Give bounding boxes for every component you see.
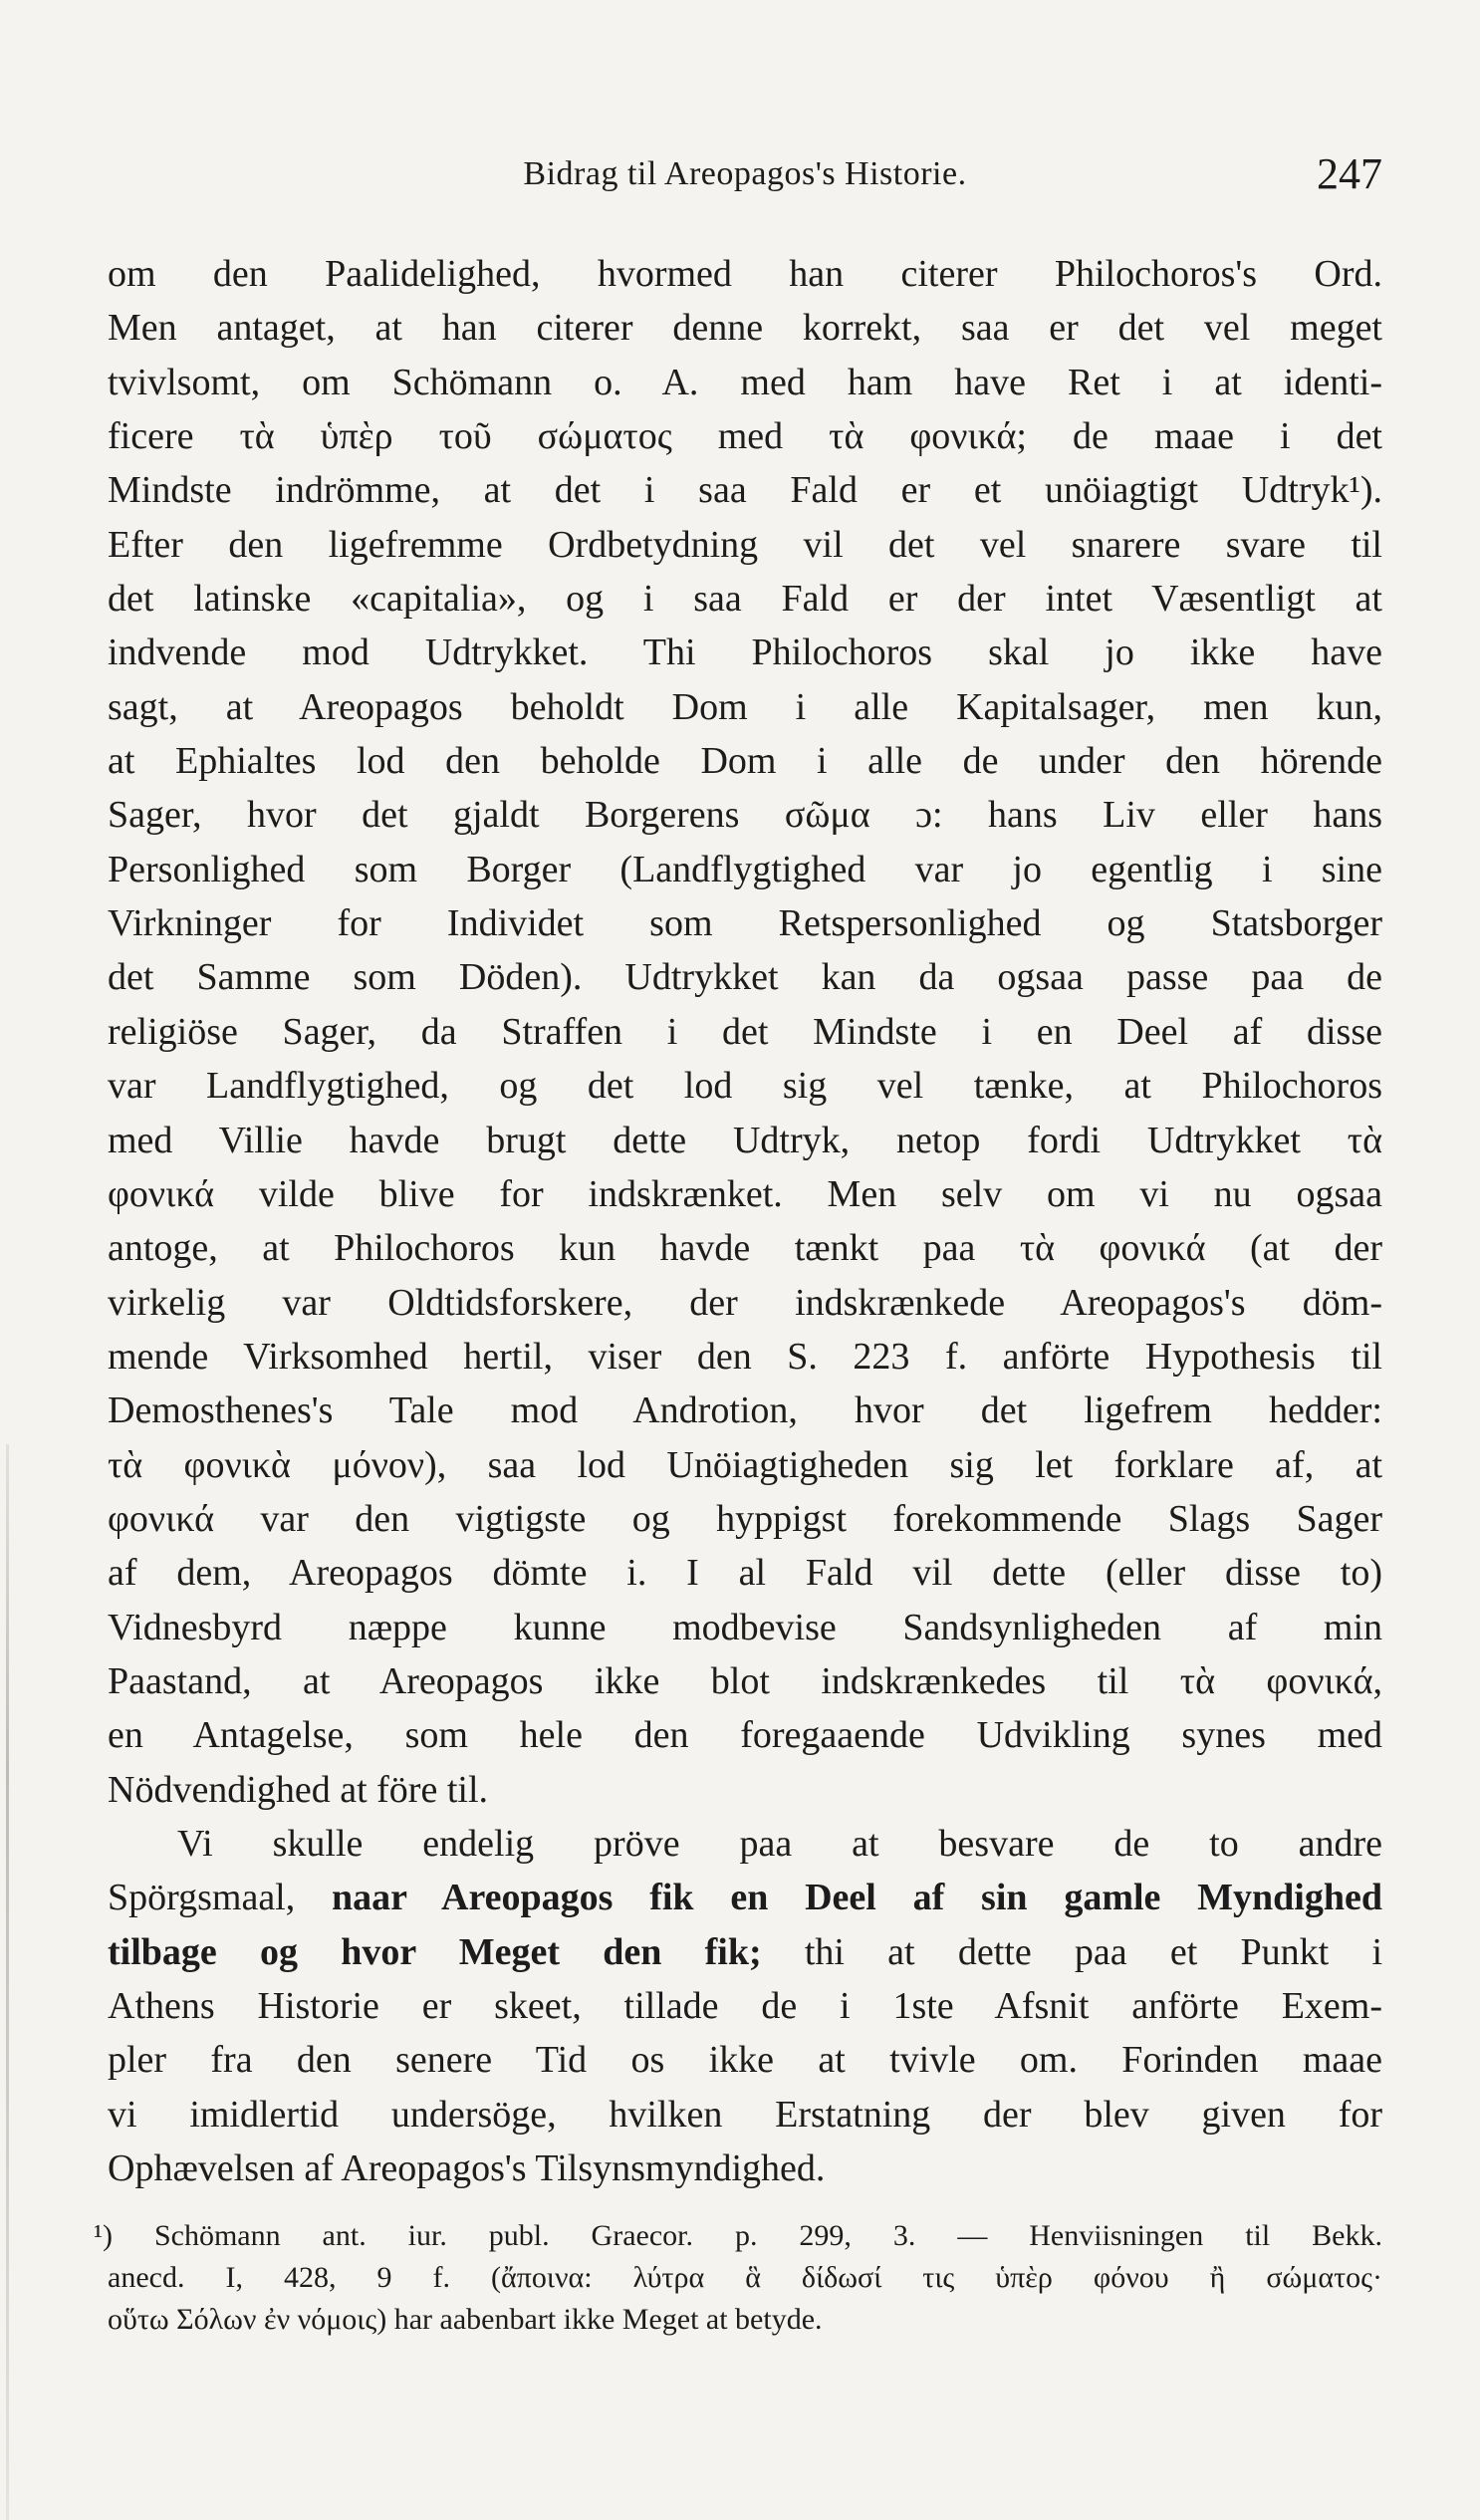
text-line: Nödvendighed at före til. (108, 1768, 489, 1811)
text-line: mende Virksomhed hertil, viser den S. 223 f. anförte Hypothesis til (108, 1335, 1382, 1378)
running-header (108, 149, 1382, 199)
scan-edge-shadow (6, 1444, 9, 2520)
running-title: Bidrag til Areopagos's Historie. (523, 155, 967, 192)
text-line: Vi skulle endelig pröve paa at besvare de to andre (177, 1822, 1382, 1865)
text-line: Mindste indrömme, at det i saa Fald er et unöiagtigt Udtryk¹). (108, 469, 1382, 512)
text-line: vi imidlertid undersöge, hvilken Erstatning der blev given for (108, 2093, 1382, 2136)
footnote (94, 2215, 1382, 2341)
text-line: Athens Historie er skeet, tillade de i 1ste Afsnit anförte Exem- (108, 1985, 1382, 2027)
text-line: ficere τὰ ὑπὲρ τοῦ σώματος med τὰ φονικά; de maae i det (108, 415, 1382, 458)
text-line: τὰ φονικὰ μόνον), saa lod Unöiagtigheden sig let forklare af, at (108, 1443, 1382, 1486)
footnote-line: οὕτω Σόλων ἐν νόμοις) har aabenbart ikke Meget at betyde. (108, 2303, 823, 2336)
text-line: virkelig var Oldtidsforskere, der indskrænkede Areopagos's döm- (108, 1281, 1382, 1324)
text-line: Personlighed som Borger (Landflygtighed var jo egentlig i sine (108, 848, 1382, 890)
text-line (108, 1925, 1382, 1979)
text-line: sagt, at Areopagos beholdt Dom i alle Kapitalsager, men kun, (108, 685, 1382, 728)
text-line: φονικά var den vigtigste og hyppigst forekommende Slags Sager (108, 1497, 1382, 1540)
text-line: Sager, hvor det gjaldt Borgerens σῶμα ɔ: hans Liv eller hans (108, 794, 1382, 837)
text-line: en Antagelse, som hele den foregaaende Udvikling synes med (108, 1714, 1382, 1757)
text-line: af dem, Areopagos dömte i. I al Fald vil dette (eller disse to) (108, 1552, 1382, 1595)
text-line: pler fra den senere Tid os ikke at tvivle om. Forinden maae (108, 2039, 1382, 2082)
text-line: Paastand, at Areopagos ikke blot indskrænkedes til τὰ φονικά, (108, 1659, 1382, 1702)
footnote-line: ¹) Schömann ant. iur. publ. Graecor. p. 299, 3. — Henviisningen til Bekk. (94, 2219, 1382, 2252)
text-line: antoge, at Philochoros kun havde tænkt paa τὰ φονικά (at der (108, 1227, 1382, 1270)
text-line: det latinske «capitalia», og i saa Fald er der intet Væsentligt at (108, 578, 1382, 621)
text-line: Efter den ligefremme Ordbetydning vil det vel snarere svare til (108, 523, 1382, 566)
text-line: med Villie havde brugt dette Udtryk, netop fordi Udtrykket τὰ (108, 1119, 1382, 1161)
emphasis-text: tilbage og hvor Meget den fik; (108, 1930, 762, 1973)
footnote-line: anecd. I, 428, 9 f. (ἄποινα: λύτρα ἃ δίδωσί τις ὑπὲρ φόνου ἢ σώματος· (108, 2261, 1382, 2294)
emphasis-text: naar Areopagos fik en Deel af sin gamle Myndighed (332, 1877, 1382, 1919)
text-line: Virkninger for Individet som Retspersonlighed og Statsborger (108, 902, 1382, 945)
text-line: tvivlsomt, om Schömann o. A. med ham have Ret i at identi- (108, 361, 1382, 403)
text-line: φονικά vilde blive for indskrænket. Men selv om vi nu ogsaa (108, 1172, 1382, 1215)
page-number: 247 (1317, 149, 1382, 198)
text-line: religiöse Sager, da Straffen i det Mindste i en Deel af disse (108, 1010, 1382, 1053)
text-line: Vidnesbyrd næppe kunne modbevise Sandsynligheden af min (108, 1606, 1382, 1648)
text-line: Demosthenes's Tale mod Androtion, hvor det ligefrem hedder: (108, 1389, 1382, 1432)
text-line: om den Paalidelighed, hvormed han citerer Philochoros's Ord. (108, 253, 1382, 295)
inline-text: thi at dette paa et Punkt i (804, 1930, 1382, 1973)
body-text (108, 247, 1382, 2195)
inline-text: Spörgsmaal, (108, 1877, 296, 1919)
text-line (108, 1871, 1382, 1924)
text-line: indvende mod Udtrykket. Thi Philochoros skal jo ikke have (108, 631, 1382, 674)
text-line: at Ephialtes lod den beholde Dom i alle de under den hörende (108, 740, 1382, 783)
text-line: Ophævelsen af Areopagos's Tilsynsmyndighed. (108, 2147, 826, 2190)
text-line: var Landflygtighed, og det lod sig vel tænke, at Philochoros (108, 1065, 1382, 1108)
text-line: Men antaget, at han citerer denne korrekt, saa er det vel meget (108, 307, 1382, 350)
text-line: det Samme som Döden). Udtrykket kan da ogsaa passe paa de (108, 956, 1382, 999)
